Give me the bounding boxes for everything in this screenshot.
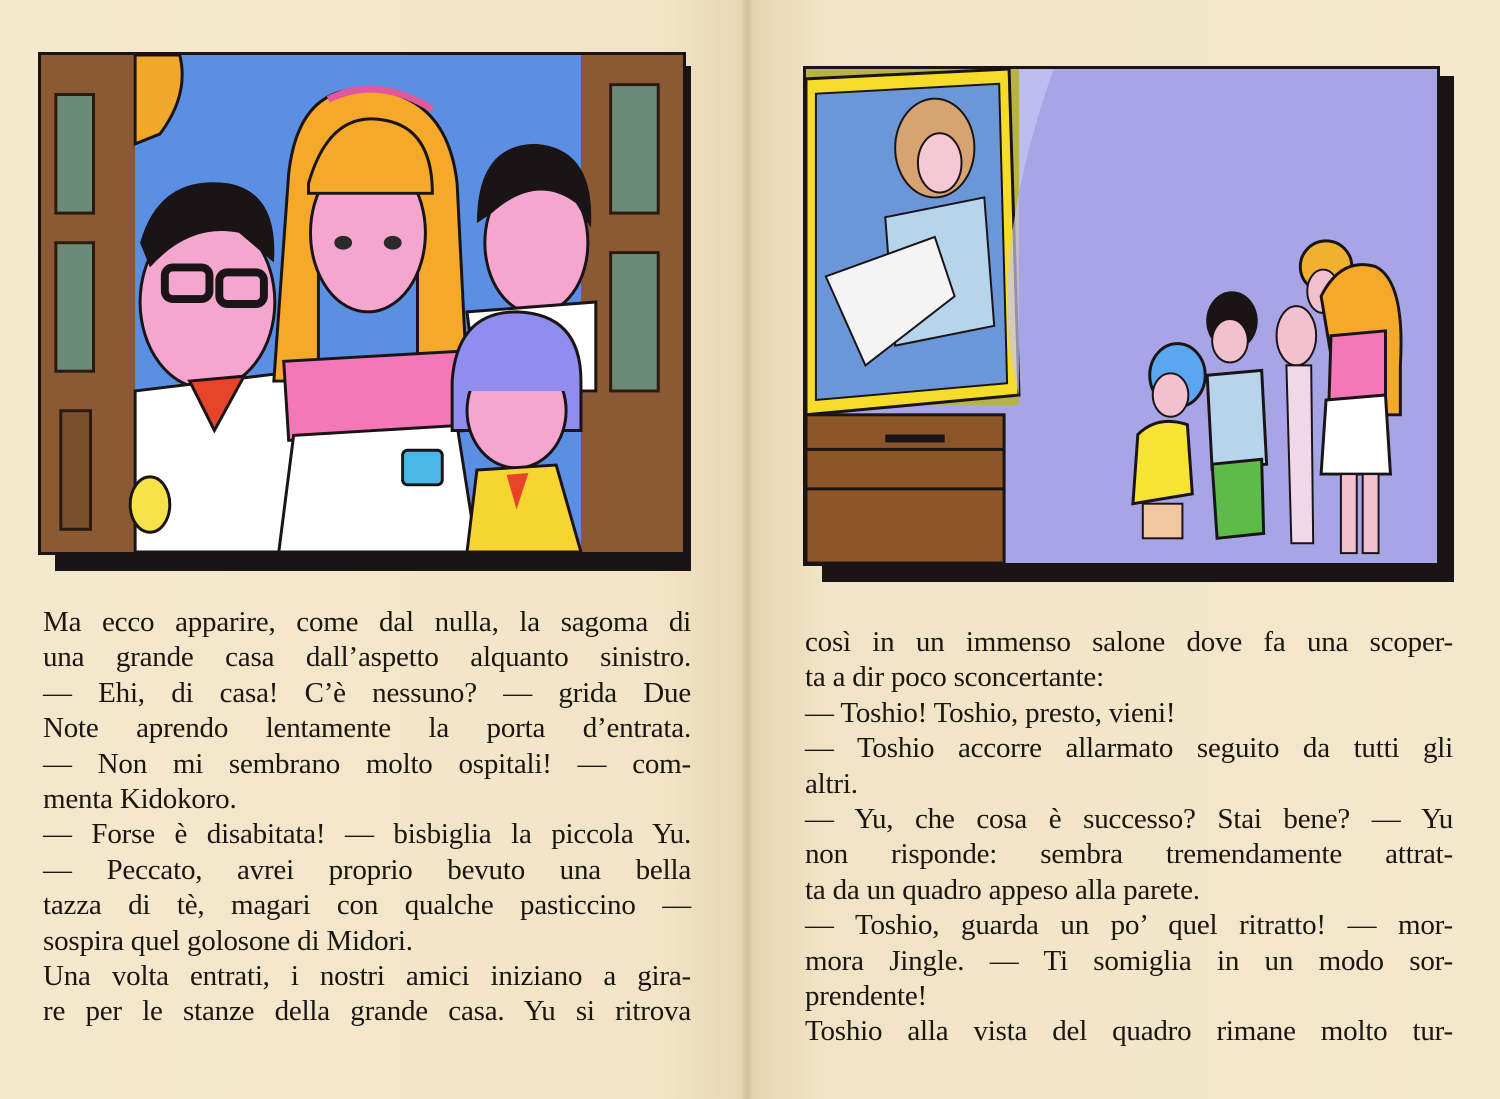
- text-line: — Non mi sembrano molto ospitali! — com-: [43, 747, 691, 780]
- text-line: Una volta entrati, i nostri amici iniziano a gira-: [43, 960, 691, 993]
- text-line: — Yu, che cosa è successo? Stai bene? — Yu: [805, 803, 1453, 836]
- text-line: Ma ecco apparire, come dal nulla, la sagoma di: [43, 606, 691, 638]
- book-gutter: [741, 0, 753, 1099]
- text-line: una grande casa dall’aspetto alquanto sinistro.: [43, 641, 691, 674]
- text-line: altri.: [805, 767, 858, 800]
- right-illustration: [803, 66, 1440, 566]
- text-line: tazza di tè, magari con qualche pasticcino —: [43, 889, 691, 922]
- text-line: ta da un quadro appeso alla parete.: [805, 873, 1200, 906]
- text-line: mora Jingle. — Ti somiglia in un modo sor-: [805, 944, 1453, 977]
- text-line: ta a dir poco sconcertante:: [805, 661, 1104, 694]
- text-line: re per le stanze della grande casa. Yu si ritrova: [43, 995, 691, 1028]
- right-scene: [806, 69, 1437, 563]
- left-illustration: [38, 52, 686, 555]
- text-line: prendente!: [805, 980, 927, 1013]
- text-line: sospira quel golosone di Midori.: [43, 924, 413, 957]
- left-page-text: [43, 605, 691, 1030]
- text-line: — Forse è disabitata! — bisbiglia la piccola Yu.: [43, 818, 691, 851]
- text-line: Note aprendo lentamente la porta d’entrata.: [43, 712, 691, 745]
- text-line: — Peccato, avrei proprio bevuto una bella: [43, 853, 691, 886]
- text-line: — Toshio accorre allarmato seguito da tutti gli: [805, 732, 1453, 765]
- text-line: Toshio alla vista del quadro rimane molto tur-: [805, 1015, 1453, 1048]
- text-line: menta Kidokoro.: [43, 783, 237, 816]
- right-page-text: [805, 625, 1453, 1050]
- text-line: non risponde: sembra tremendamente attrat-: [805, 838, 1453, 871]
- text-line: — Toshio! Toshio, presto, vieni!: [805, 696, 1176, 729]
- text-line: — Toshio, guarda un po’ quel ritratto! — mor-: [805, 909, 1453, 942]
- text-line: — Ehi, di casa! C’è nessuno? — grida Due: [43, 676, 691, 709]
- text-line: così in un immenso salone dove fa una scoper-: [805, 626, 1453, 658]
- left-scene: [41, 55, 683, 552]
